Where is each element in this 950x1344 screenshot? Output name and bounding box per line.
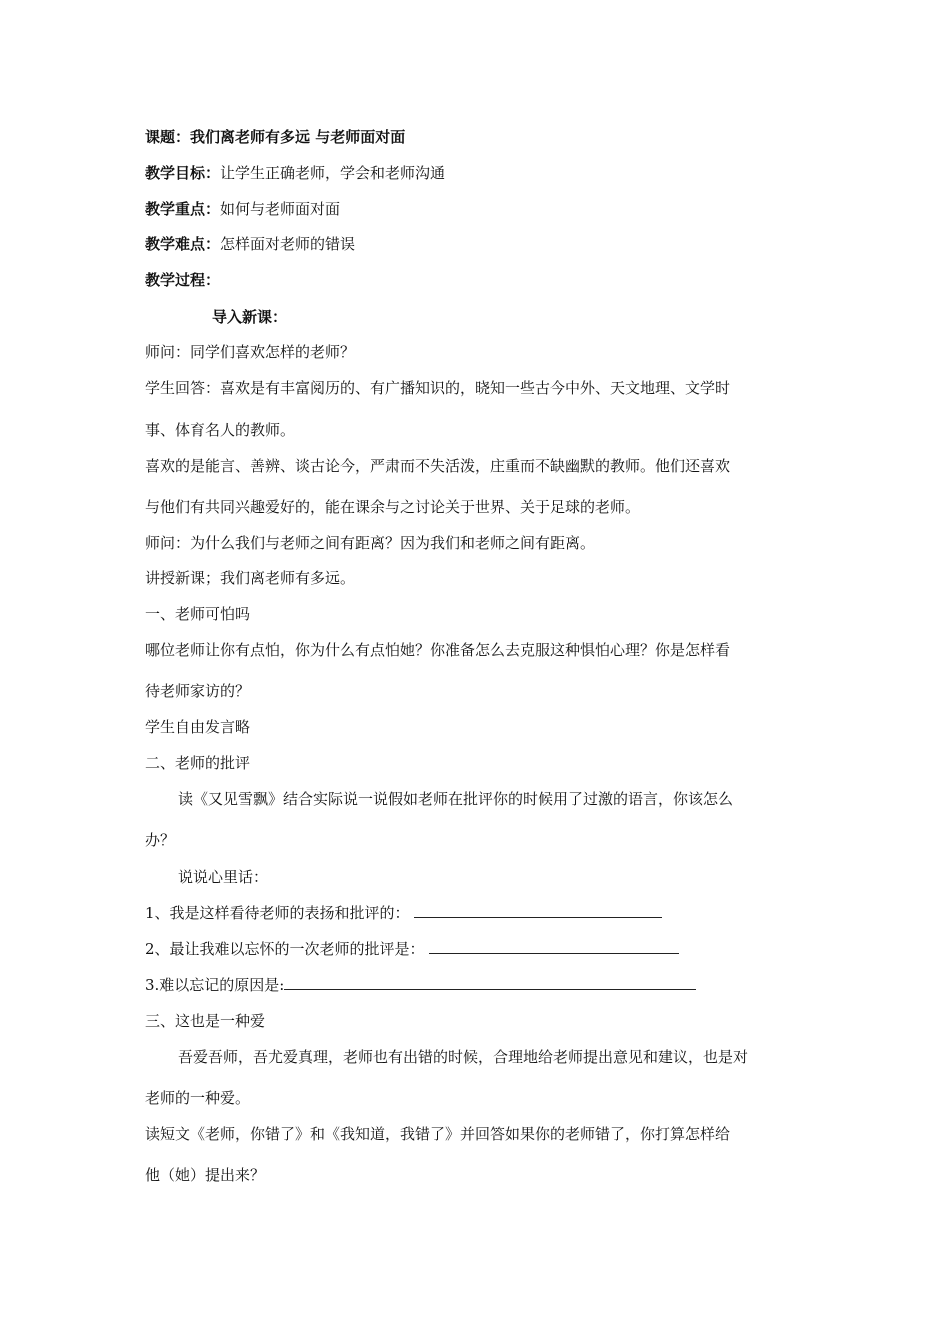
fill-blank-2[interactable] [429, 939, 679, 954]
teacher-question-1: 师问：同学们喜欢怎样的老师？ [145, 343, 356, 361]
section-1-heading: 一、老师可怕吗 [145, 605, 251, 623]
fill-blank-3[interactable] [284, 975, 696, 990]
student-answer-1-line1: 学生回答：喜欢是有丰富阅历的、有广播知识的，晓知一些古今中外、天文地理、文学时 [145, 379, 731, 397]
fill-item-3-text: 3.难以忘记的原因是: [145, 976, 285, 994]
teaching-goal-value: 让学生正确老师，学会和老师沟通 [220, 164, 446, 182]
section-3-heading: 三、这也是一种爱 [145, 1012, 266, 1030]
section-3-paragraph-line2: 老师的一种爱。 [145, 1089, 251, 1107]
teaching-difficulty-line [145, 234, 355, 254]
teaching-focus-label: 教学重点： [145, 200, 221, 218]
section-1-paragraph-line1: 哪位老师让你有点怕，你为什么有点怕她？你准备怎么去克服这种惧怕心理？你是怎样看 [145, 641, 731, 659]
new-lesson-line: 讲授新课；我们离老师有多远。 [145, 569, 356, 587]
fill-blank-1[interactable] [414, 903, 662, 918]
fill-item-1-text: 1、我是这样看待老师的表扬和批评的： [145, 904, 410, 922]
teaching-focus-value: 如何与老师面对面 [220, 200, 341, 218]
section-3-paragraph-line1: 吾爱吾师，吾尤爱真理，老师也有出错的时候，合理地给老师提出意见和建议，也是对 [178, 1048, 749, 1066]
lesson-title-label: 课题： [145, 128, 191, 146]
teaching-difficulty-label: 教学难点： [145, 235, 221, 253]
lesson-title-value: 我们离老师有多远 与老师面对面 [190, 128, 406, 146]
teaching-goal-line [145, 163, 445, 183]
section-2-heading: 二、老师的批评 [145, 754, 251, 772]
teaching-focus-line [145, 199, 340, 219]
section-2-paragraph-line2: 办？ [145, 831, 176, 849]
student-answer-1-line2: 事、体育名人的教师。 [145, 421, 296, 439]
section-1-note: 学生自由发言略 [145, 718, 251, 736]
fill-item-2 [145, 939, 679, 959]
teaching-goal-label: 教学目标： [145, 164, 221, 182]
section-2-paragraph-line1: 读《又见雪飘》结合实际说一说假如老师在批评你的时候用了过激的语言，你该怎么 [178, 790, 734, 808]
fill-item-1 [145, 903, 662, 923]
section-3-reading-line1: 读短文《老师，你错了》和《我知道，我错了》并回答如果你的老师错了，你打算怎样给 [145, 1125, 731, 1143]
heart-talk-label: 说说心里话： [178, 868, 269, 886]
fill-item-2-text: 2、最让我难以忘怀的一次老师的批评是： [145, 940, 425, 958]
teaching-difficulty-value: 怎样面对老师的错误 [220, 235, 356, 253]
fill-item-3 [145, 975, 696, 995]
section-3-reading-line2: 他（她）提出来？ [145, 1166, 266, 1184]
section-1-paragraph-line2: 待老师家访的？ [145, 682, 251, 700]
student-answer-2-line1: 喜欢的是能言、善辨、谈古论今，严肃而不失活泼，庄重而不缺幽默的教师。他们还喜欢 [145, 457, 731, 475]
lesson-title-line [145, 127, 405, 147]
intro-heading: 导入新课： [212, 308, 288, 326]
teacher-question-2: 师问：为什么我们与老师之间有距离？因为我们和老师之间有距离。 [145, 534, 596, 552]
student-answer-2-line2: 与他们有共同兴趣爱好的，能在课余与之讨论关于世界、关于足球的老师。 [145, 498, 641, 516]
teaching-process-label: 教学过程： [145, 271, 221, 289]
